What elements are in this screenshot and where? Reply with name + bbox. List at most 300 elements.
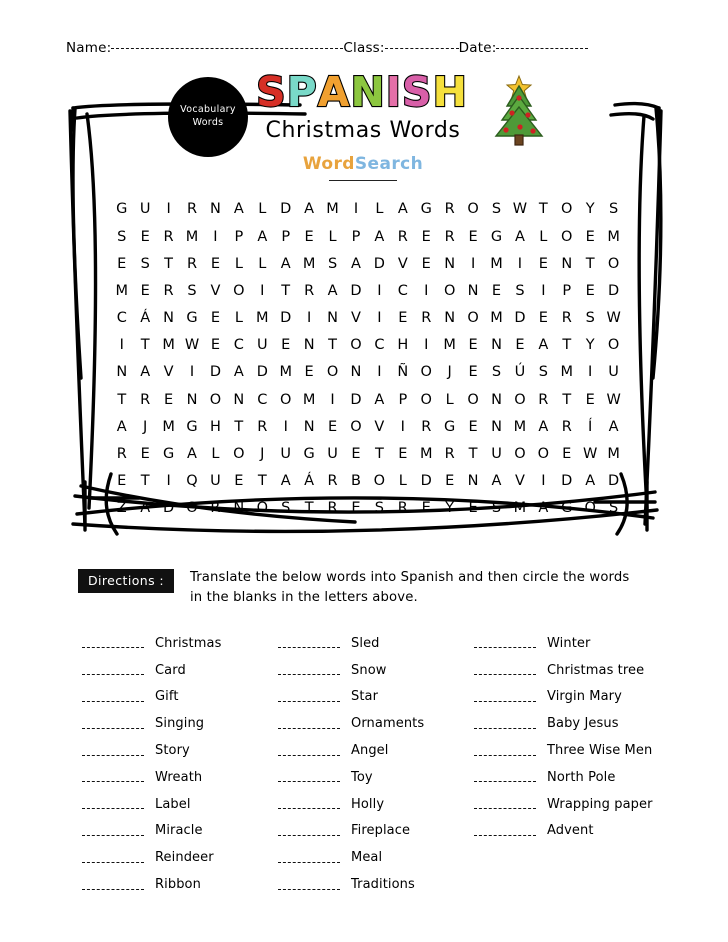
grid-cell-1-19[interactable]: O [561,228,573,245]
translation-blank[interactable] [474,780,536,782]
grid-cell-6-11[interactable]: I [377,364,383,381]
grid-cell-4-16[interactable]: M [490,310,504,327]
grid-cell-6-10[interactable]: N [350,364,362,381]
grid-cell-0-6[interactable]: L [258,201,267,218]
grid-cell-10-19[interactable]: D [561,473,573,490]
grid-cell-4-3[interactable]: G [186,310,199,327]
grid-cell-9-3[interactable]: A [187,446,198,463]
grid-cell-6-9[interactable]: O [326,364,339,381]
grid-cell-2-7[interactable]: A [280,255,292,272]
grid-cell-10-6[interactable]: T [257,473,268,490]
grid-cell-8-8[interactable]: N [303,418,316,435]
grid-cell-5-21[interactable]: O [607,337,620,354]
grid-cell-9-10[interactable]: E [351,446,362,463]
grid-cell-8-1[interactable]: J [143,418,148,435]
grid-cell-2-1[interactable]: S [140,255,151,272]
grid-cell-0-8[interactable]: A [304,201,315,218]
grid-cell-1-2[interactable]: R [163,228,175,245]
translation-blank[interactable] [82,673,144,675]
grid-cell-9-2[interactable]: G [162,446,175,463]
class-blank[interactable] [385,47,459,49]
grid-cell-9-19[interactable]: E [562,446,572,463]
translation-blank[interactable] [474,727,536,729]
grid-cell-9-13[interactable]: M [419,446,433,463]
grid-cell-5-3[interactable]: W [184,337,200,354]
grid-cell-9-21[interactable]: M [607,446,621,463]
grid-cell-7-12[interactable]: P [398,391,408,408]
grid-cell-11-5[interactable]: N [233,500,245,517]
grid-cell-10-9[interactable]: R [327,473,339,490]
grid-cell-2-15[interactable]: I [470,255,476,272]
grid-cell-5-20[interactable]: Y [585,337,596,354]
wordlist-item [474,818,674,845]
grid-cell-0-18[interactable]: T [538,201,549,218]
grid-cell-7-14[interactable]: L [445,391,455,408]
translation-blank[interactable] [82,727,144,729]
translation-blank[interactable] [474,834,536,836]
grid-cell-0-20[interactable]: Y [585,201,596,218]
grid-cell-8-21[interactable]: A [608,418,620,435]
grid-cell-1-17[interactable]: A [514,228,526,245]
grid-cell-6-20[interactable]: I [588,364,593,381]
grid-cell-3-11[interactable]: I [377,282,383,299]
translation-blank[interactable] [278,700,340,702]
grid-cell-11-8[interactable]: T [304,500,315,517]
english-word-label: Story [155,743,190,759]
grid-cell-7-20[interactable]: E [585,391,596,408]
grid-cell-9-8[interactable]: G [303,446,316,463]
grid-cell-4-13[interactable]: R [421,310,432,327]
grid-cell-1-20[interactable]: E [585,228,596,245]
translation-blank[interactable] [278,888,340,890]
grid-cell-7-2[interactable]: E [164,391,174,408]
grid-cell-8-4[interactable]: H [209,418,222,435]
grid-cell-2-5[interactable]: L [234,255,244,272]
grid-cell-4-2[interactable]: N [163,310,175,327]
grid-cell-11-0[interactable]: Z [116,500,128,517]
grid-cell-7-0[interactable]: T [117,391,127,408]
grid-cell-2-14[interactable]: N [444,255,456,272]
grid-cell-11-1[interactable]: A [140,500,151,517]
grid-cell-1-14[interactable]: R [444,228,456,245]
grid-cell-7-3[interactable]: N [186,391,198,408]
grid-cell-5-16[interactable]: N [491,337,503,354]
date-blank[interactable] [496,47,588,49]
translation-blank[interactable] [474,646,536,648]
grid-cell-0-1[interactable]: U [139,201,151,218]
grid-cell-3-20[interactable]: E [585,282,596,299]
translation-blank[interactable] [278,780,340,782]
grid-cell-4-17[interactable]: D [514,310,526,327]
grid-cell-3-16[interactable]: E [491,282,502,299]
grid-cell-9-1[interactable]: E [140,446,151,463]
grid-cell-8-12[interactable]: I [400,418,406,435]
grid-cell-10-11[interactable]: O [373,473,386,490]
grid-cell-10-21[interactable]: D [608,473,620,490]
grid-cell-2-20[interactable]: T [585,255,596,272]
grid-cell-3-18[interactable]: I [541,282,546,299]
grid-cell-3-4[interactable]: V [210,282,221,299]
grid-cell-5-17[interactable]: E [515,337,525,354]
grid-cell-1-9[interactable]: L [328,228,338,245]
grid-cell-9-17[interactable]: O [514,446,527,463]
grid-cell-9-20[interactable]: W [583,446,598,463]
grid-cell-1-13[interactable]: E [421,228,432,245]
grid-cell-2-4[interactable]: E [210,255,221,272]
grid-cell-5-10[interactable]: O [350,337,363,354]
grid-cell-2-21[interactable]: O [607,255,620,272]
grid-cell-11-7[interactable]: S [281,500,291,517]
grid-cell-10-1[interactable]: T [140,473,151,490]
grid-cell-6-15[interactable]: E [468,364,479,381]
grid-cell-5-19[interactable]: T [562,337,572,354]
grid-cell-9-15[interactable]: T [468,446,478,463]
grid-cell-4-15[interactable]: O [467,310,480,327]
grid-cell-2-11[interactable]: D [373,255,386,272]
grid-cell-8-0[interactable]: A [116,418,128,435]
grid-cell-5-4[interactable]: E [210,337,221,354]
grid-cell-5-7[interactable]: E [281,337,291,354]
grid-cell-11-16[interactable]: S [491,500,502,517]
grid-cell-2-8[interactable]: M [302,255,316,272]
grid-cell-8-5[interactable]: T [234,418,244,435]
grid-cell-3-21[interactable]: D [608,282,620,299]
grid-cell-4-9[interactable]: N [327,310,339,327]
grid-cell-7-8[interactable]: M [302,391,316,408]
grid-cell-7-21[interactable]: W [606,391,622,408]
grid-cell-8-14[interactable]: G [444,418,456,435]
grid-cell-0-11[interactable]: L [375,201,384,218]
grid-cell-6-0[interactable]: N [116,364,128,381]
grid-cell-1-4[interactable]: I [213,228,219,245]
grid-cell-8-6[interactable]: R [257,418,268,435]
grid-cell-1-3[interactable]: M [185,228,199,245]
grid-cell-0-15[interactable]: O [467,201,480,218]
grid-cell-10-3[interactable]: Q [186,473,199,490]
grid-cell-11-11[interactable]: S [374,500,385,517]
grid-cell-10-5[interactable]: E [234,473,244,490]
grid-cell-2-3[interactable]: R [186,255,198,272]
grid-cell-9-4[interactable]: L [211,446,220,463]
wordlist-item [278,844,474,871]
grid-cell-2-13[interactable]: E [421,255,432,272]
grid-cell-4-21[interactable]: W [606,310,622,327]
grid-cell-8-7[interactable]: I [283,418,289,435]
grid-cell-10-15[interactable]: N [467,473,479,490]
grid-cell-11-21[interactable]: S [609,500,619,517]
grid-cell-6-13[interactable]: O [420,364,433,381]
grid-cell-4-8[interactable]: I [306,310,312,327]
grid-cell-10-13[interactable]: D [420,473,433,490]
grid-cell-5-5[interactable]: C [233,337,245,354]
grid-cell-1-15[interactable]: E [468,228,479,245]
grid-cell-7-9[interactable]: I [330,391,336,408]
grid-cell-2-16[interactable]: M [490,255,504,272]
grid-cell-10-12[interactable]: L [398,473,408,490]
grid-cell-11-2[interactable]: D [163,500,175,517]
grid-cell-1-1[interactable]: E [140,228,151,245]
grid-cell-5-6[interactable]: U [256,337,269,354]
grid-cell-11-20[interactable]: O [584,500,597,517]
grid-cell-3-12[interactable]: C [397,282,409,299]
translation-blank[interactable] [82,807,144,809]
grid-cell-9-6[interactable]: J [260,446,265,463]
grid-cell-7-17[interactable]: O [514,391,527,408]
translation-blank[interactable] [278,673,340,675]
grid-cell-4-1[interactable]: Á [140,310,151,327]
grid-cell-0-7[interactable]: D [280,201,292,218]
translation-blank[interactable] [278,646,340,648]
translation-blank[interactable] [82,754,144,756]
translation-blank[interactable] [82,888,144,890]
grid-cell-6-12[interactable]: Ñ [397,364,409,381]
grid-cell-1-21[interactable]: M [607,228,621,245]
grid-cell-3-17[interactable]: S [515,282,526,299]
grid-cell-0-12[interactable]: A [397,201,409,218]
grid-cell-5-9[interactable]: T [328,337,338,354]
grid-cell-11-9[interactable]: R [327,500,339,517]
grid-cell-4-20[interactable]: S [585,310,596,327]
grid-cell-1-12[interactable]: R [397,228,409,245]
grid-cell-7-11[interactable]: A [374,391,385,408]
grid-cell-7-7[interactable]: O [279,391,292,408]
grid-cell-2-0[interactable]: E [117,255,127,272]
grid-cell-9-5[interactable]: O [233,446,246,463]
grid-cell-3-0[interactable]: M [115,282,129,299]
grid-cell-0-0[interactable]: G [116,201,128,218]
grid-cell-5-13[interactable]: I [424,337,429,354]
grid-cell-9-18[interactable]: O [537,446,550,463]
grid-cell-0-2[interactable]: I [166,201,172,218]
translation-blank[interactable] [474,700,536,702]
grid-cell-6-14[interactable]: J [447,364,453,381]
grid-cell-10-8[interactable]: Á [304,473,315,490]
grid-cell-6-16[interactable]: S [491,364,502,381]
grid-cell-9-0[interactable]: R [116,446,128,463]
grid-cell-3-7[interactable]: T [281,282,291,299]
grid-cell-10-18[interactable]: I [541,473,546,490]
grid-cell-4-12[interactable]: E [398,310,408,327]
translation-blank[interactable] [474,673,536,675]
grid-cell-10-4[interactable]: U [210,473,222,490]
grid-cell-6-1[interactable]: A [140,364,151,381]
grid-cell-5-8[interactable]: N [303,337,316,354]
grid-cell-8-15[interactable]: E [468,418,479,435]
grid-cell-11-14[interactable]: Y [445,500,455,517]
grid-cell-11-19[interactable]: G [561,500,573,517]
grid-cell-3-1[interactable]: E [140,282,151,299]
grid-cell-4-19[interactable]: R [561,310,573,327]
grid-cell-8-11[interactable]: V [374,418,385,435]
translation-blank[interactable] [278,834,340,836]
translation-blank[interactable] [278,754,340,756]
grid-cell-3-19[interactable]: P [562,282,572,299]
grid-cell-10-16[interactable]: A [491,473,502,490]
grid-cell-5-14[interactable]: M [443,337,457,354]
grid-cell-11-10[interactable]: E [351,500,362,517]
grid-cell-0-16[interactable]: S [491,201,502,218]
grid-cell-3-13[interactable]: I [424,282,429,299]
grid-cell-2-18[interactable]: E [538,255,549,272]
translation-blank[interactable] [82,700,144,702]
grid-cell-4-18[interactable]: E [538,310,549,327]
grid-cell-2-19[interactable]: N [561,255,573,272]
translation-blank[interactable] [278,861,340,863]
grid-cell-5-18[interactable]: A [538,337,549,354]
grid-cell-7-19[interactable]: T [562,391,572,408]
translation-blank[interactable] [474,807,536,809]
grid-cell-1-5[interactable]: P [234,228,244,245]
grid-cell-11-6[interactable]: O [256,500,269,517]
grid-cell-2-6[interactable]: L [258,255,267,272]
grid-cell-0-21[interactable]: S [609,201,619,218]
grid-cell-1-6[interactable]: A [257,228,268,245]
grid-cell-3-9[interactable]: A [327,282,338,299]
grid-cell-4-11[interactable]: I [377,310,383,327]
grid-cell-2-9[interactable]: S [327,255,338,272]
grid-cell-0-10[interactable]: I [353,201,359,218]
grid-cell-0-14[interactable]: R [444,201,456,218]
grid-cell-8-20[interactable]: Í [588,418,593,435]
grid-cell-0-5[interactable]: A [233,201,245,218]
grid-cell-5-1[interactable]: T [140,337,151,354]
grid-cell-4-14[interactable]: N [444,310,456,327]
name-blank[interactable] [111,47,343,49]
grid-cell-1-8[interactable]: E [304,228,315,245]
grid-cell-8-16[interactable]: N [491,418,503,435]
word-search-grid[interactable] [112,196,624,522]
grid-cell-6-21[interactable]: U [608,364,620,381]
grid-cell-7-1[interactable]: R [140,391,151,408]
grid-cell-8-9[interactable]: E [327,418,338,435]
grid-cell-4-5[interactable]: L [234,310,244,327]
grid-cell-6-7[interactable]: M [279,364,293,381]
grid-cell-11-12[interactable]: R [397,500,409,517]
grid-cell-5-15[interactable]: E [468,337,479,354]
grid-cell-7-18[interactable]: R [538,391,549,408]
grid-cell-6-17[interactable]: Ú [514,364,526,381]
translation-blank[interactable] [82,646,144,648]
translation-blank[interactable] [82,780,144,782]
grid-cell-2-17[interactable]: I [517,255,523,272]
grid-cell-6-6[interactable]: D [256,364,269,381]
grid-cell-11-17[interactable]: M [513,500,527,517]
grid-cell-11-4[interactable]: R [210,500,221,517]
grid-cell-3-2[interactable]: R [163,282,175,299]
grid-cell-7-15[interactable]: O [467,391,480,408]
grid-cell-8-2[interactable]: M [162,418,176,435]
grid-cell-2-12[interactable]: V [397,255,409,272]
grid-cell-1-11[interactable]: A [374,228,385,245]
grid-cell-8-17[interactable]: M [513,418,527,435]
grid-cell-11-13[interactable]: E [421,500,432,517]
grid-cell-8-10[interactable]: O [350,418,363,435]
grid-cell-4-6[interactable]: M [256,310,270,327]
grid-cell-9-11[interactable]: T [374,446,385,463]
grid-cell-7-5[interactable]: N [233,391,245,408]
grid-cell-3-15[interactable]: N [467,282,479,299]
wordlist-item [278,657,474,684]
grid-cell-7-16[interactable]: N [491,391,503,408]
grid-cell-1-0[interactable]: S [117,228,127,245]
grid-cell-3-3[interactable]: S [187,282,198,299]
grid-cell-8-19[interactable]: R [561,418,573,435]
grid-cell-10-0[interactable]: E [117,473,127,490]
grid-cell-5-0[interactable]: I [119,337,125,354]
grid-cell-1-7[interactable]: P [281,228,291,245]
grid-cell-10-17[interactable]: V [514,473,526,490]
grid-cell-9-9[interactable]: U [327,446,339,463]
grid-cell-6-4[interactable]: D [209,364,222,381]
translation-blank[interactable] [278,727,340,729]
translation-blank[interactable] [82,834,144,836]
translation-blank[interactable] [474,754,536,756]
grid-cell-0-17[interactable]: W [512,201,528,218]
grid-cell-0-19[interactable]: O [561,201,573,218]
grid-cell-0-13[interactable]: G [420,201,433,218]
grid-cell-3-6[interactable]: I [260,282,265,299]
grid-cell-9-12[interactable]: E [398,446,408,463]
grid-cell-4-10[interactable]: V [351,310,362,327]
grid-cell-11-15[interactable]: E [468,500,479,517]
grid-cell-0-3[interactable]: R [186,201,198,218]
translation-blank[interactable] [278,807,340,809]
grid-cell-9-14[interactable]: R [444,446,456,463]
grid-cell-10-20[interactable]: A [585,473,596,490]
grid-cell-9-16[interactable]: U [491,446,503,463]
translation-blank[interactable] [82,861,144,863]
grid-cell-2-10[interactable]: A [351,255,362,272]
grid-cell-8-13[interactable]: R [421,418,432,435]
grid-cell-10-7[interactable]: A [280,473,292,490]
grid-cell-5-12[interactable]: H [397,337,409,354]
grid-cell-6-3[interactable]: I [189,364,195,381]
grid-cell-4-0[interactable]: C [116,310,128,327]
grid-cell-10-2[interactable]: I [166,473,172,490]
grid-cell-1-16[interactable]: G [490,228,503,245]
grid-cell-6-2[interactable]: V [163,364,175,381]
grid-cell-7-6[interactable]: C [257,391,268,408]
grid-cell-2-2[interactable]: T [164,255,174,272]
grid-cell-3-5[interactable]: O [233,282,246,299]
grid-cell-10-10[interactable]: B [350,473,362,490]
grid-cell-6-8[interactable]: E [304,364,315,381]
grid-cell-6-18[interactable]: S [538,364,549,381]
grid-cell-7-4[interactable]: O [209,391,222,408]
grid-cell-5-11[interactable]: C [374,337,385,354]
grid-cell-7-13[interactable]: O [420,391,433,408]
grid-cell-3-10[interactable]: D [350,282,363,299]
grid-cell-5-2[interactable]: M [162,337,176,354]
grid-cell-3-14[interactable]: O [443,282,456,299]
grid-cell-10-14[interactable]: E [445,473,455,490]
grid-cell-6-5[interactable]: A [233,364,245,381]
grid-cell-7-10[interactable]: D [350,391,363,408]
grid-cell-11-18[interactable]: A [538,500,549,517]
grid-cell-1-10[interactable]: P [351,228,361,245]
grid-cell-0-4[interactable]: N [210,201,222,218]
grid-cell-4-4[interactable]: E [210,310,221,327]
grid-cell-9-7[interactable]: U [280,446,292,463]
grid-cell-0-9[interactable]: M [326,201,340,218]
grid-cell-6-19[interactable]: M [560,364,574,381]
grid-cell-8-18[interactable]: A [538,418,549,435]
grid-cell-4-7[interactable]: D [280,310,292,327]
grid-cell-11-3[interactable]: O [186,500,199,517]
grid-cell-8-3[interactable]: G [186,418,199,435]
grid-cell-1-18[interactable]: L [539,228,548,245]
grid-cell-3-8[interactable]: R [304,282,315,299]
